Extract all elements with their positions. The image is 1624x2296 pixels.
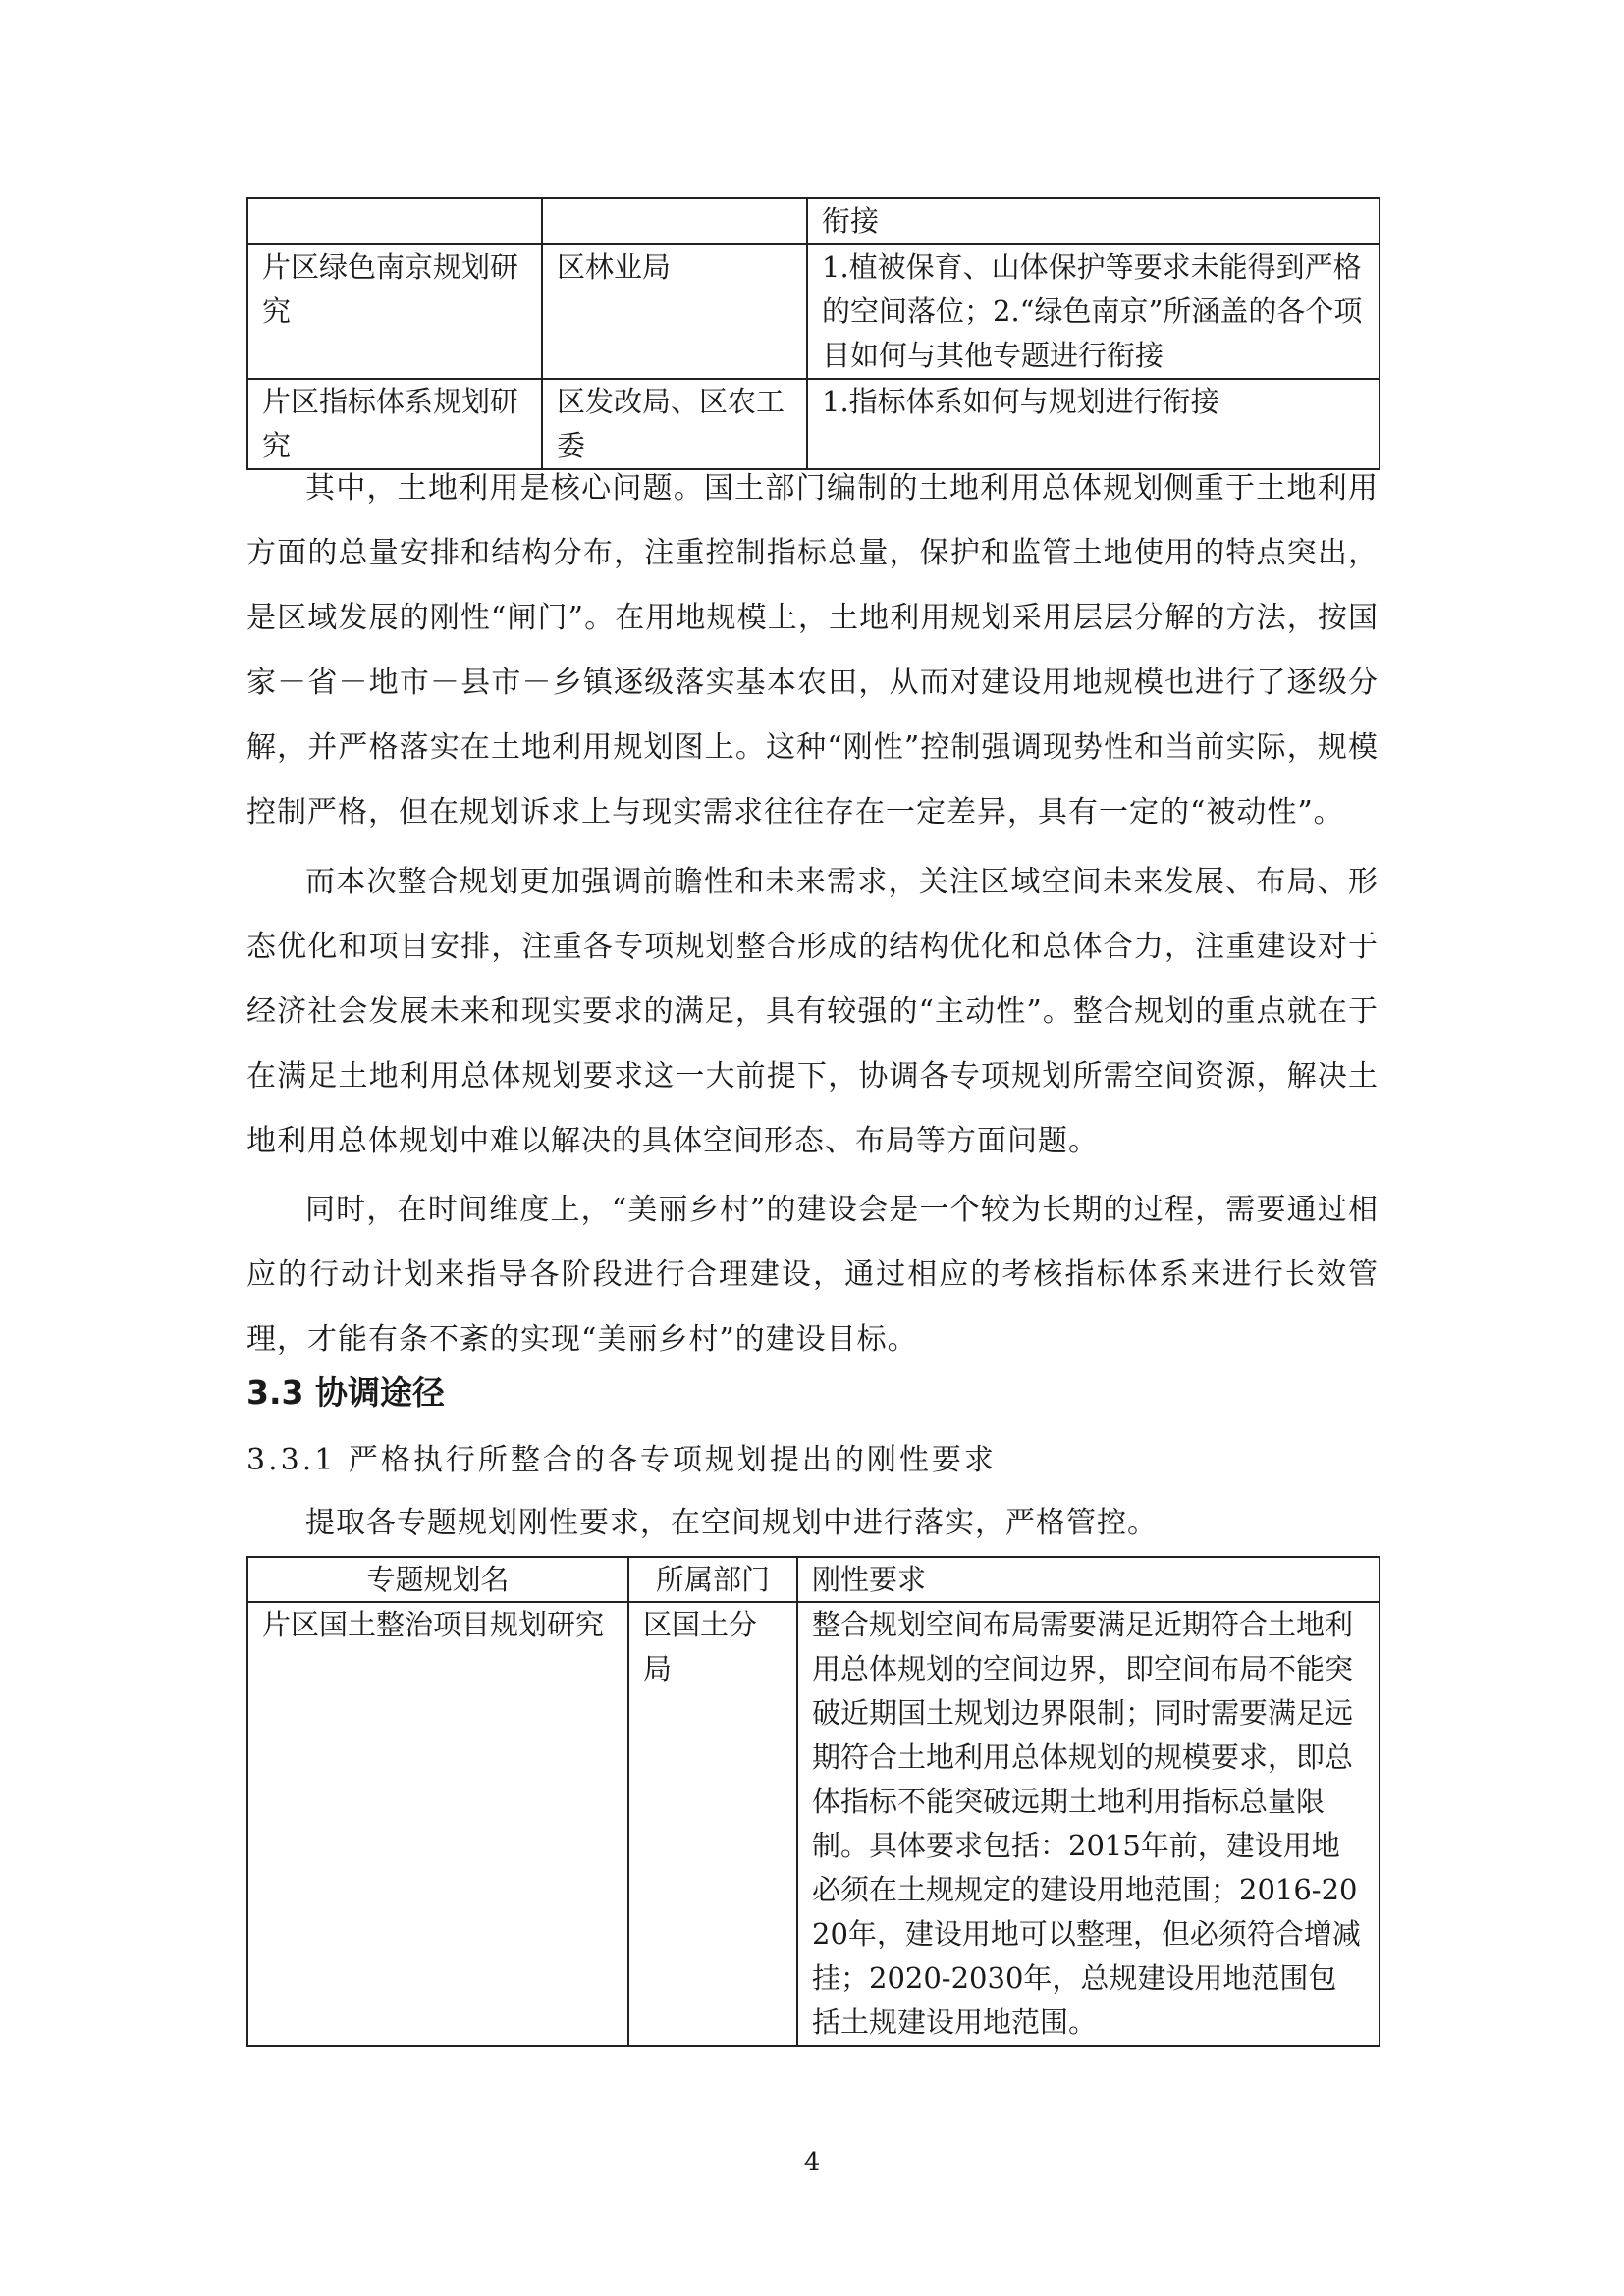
body-paragraph: 同时，在时间维度上，“美丽乡村”的建设会是一个较为长期的过程，需要通过相应的行动计划来指导各阶段进行合理建设，通过相应的考核指标体系来进行长效管理，才能有条不紊的实现“美丽乡村”的建设目标。 bbox=[246, 1193, 1379, 1357]
table-cell: 区发改局、区农工委 bbox=[542, 379, 807, 469]
page-number: 4 bbox=[803, 2148, 821, 2177]
table-cell: 1.指标体系如何与规划进行衔接 bbox=[807, 379, 1380, 469]
rigid-requirements-table bbox=[246, 1556, 1380, 2047]
coordination-issues-table-continued bbox=[246, 197, 1380, 470]
column-header: 所属部门 bbox=[628, 1557, 797, 1602]
column-header: 专题规划名 bbox=[247, 1557, 628, 1602]
table-cell: 1.植被保育、山体保护等要求未能得到严格的空间落位；2.“绿色南京”所涵盖的各个项目如何与其他专题进行衔接 bbox=[807, 244, 1380, 379]
table-cell: 片区国土整治项目规划研究 bbox=[247, 1602, 628, 2046]
table-cell: 片区绿色南京规划研究 bbox=[247, 244, 542, 379]
table-cell: 区林业局 bbox=[542, 244, 807, 379]
lead-sentence: 提取各专题规划刚性要求，在空间规划中进行落实，严格管控。 bbox=[305, 1506, 1158, 1540]
table-cell: 整合规划空间布局需要满足近期符合土地利用总体规划的空间边界，即空间布局不能突破近期国土规划边界限制；同时需要满足远期符合土地利用总体规划的规模要求，即总体指标不能突破远期土地利用指标总量限制。具体要求包括：2015年前，建设用地必须在土规规定的建设用地范围；2016-2020年，建设用地可以整理，但必须符合增减挂；2020-2030年，总规建设用地范围包括土规建设用地范围。 bbox=[797, 1602, 1380, 2046]
body-paragraph: 而本次整合规划更加强调前瞻性和未来需求，关注区域空间未来发展、布局、形态优化和项目安排，注重各专项规划整合形成的结构优化和总体合力，注重建设对于经济社会发展未来和现实要求的满足，具有较强的“主动性”。整合规划的重点就在于在满足土地利用总体规划要求这一大前提下，协调各专项规划所需空间资源，解决土地利用总体规划中难以解决的具体空间形态、布局等方面问题。 bbox=[246, 865, 1379, 1158]
column-header: 刚性要求 bbox=[797, 1557, 1380, 1602]
table-cell: 片区指标体系规划研究 bbox=[247, 379, 542, 469]
subsection-heading: 3.3.1 严格执行所整合的各专项规划提出的刚性要求 bbox=[246, 1443, 997, 1477]
table-row bbox=[247, 198, 1380, 244]
table-cell bbox=[247, 198, 542, 244]
table-row bbox=[247, 244, 1380, 379]
table-row bbox=[247, 1602, 1380, 2046]
table-cell: 衔接 bbox=[807, 198, 1380, 244]
table-cell bbox=[542, 198, 807, 244]
body-paragraph: 其中，土地利用是核心问题。国土部门编制的土地利用总体规划侧重于土地利用方面的总量安排和结构分布，注重控制指标总量，保护和监管土地使用的特点突出，是区域发展的刚性“闸门”。在用地规模上，土地利用规划采用层层分解的方法，按国家－省－地市－县市－乡镇逐级落实基本农田，从而对建设用地规模也进行了逐级分解，并严格落实在土地利用规划图上。这种“刚性”控制强调现势性和当前实际，规模控制严格，但在规划诉求上与现实需求往往存在一定差异，具有一定的“被动性”。 bbox=[246, 471, 1379, 829]
table-header-row bbox=[247, 1557, 1380, 1602]
section-heading: 3.3 协调途径 bbox=[246, 1373, 445, 1412]
table-cell: 区国土分局 bbox=[628, 1602, 797, 2046]
